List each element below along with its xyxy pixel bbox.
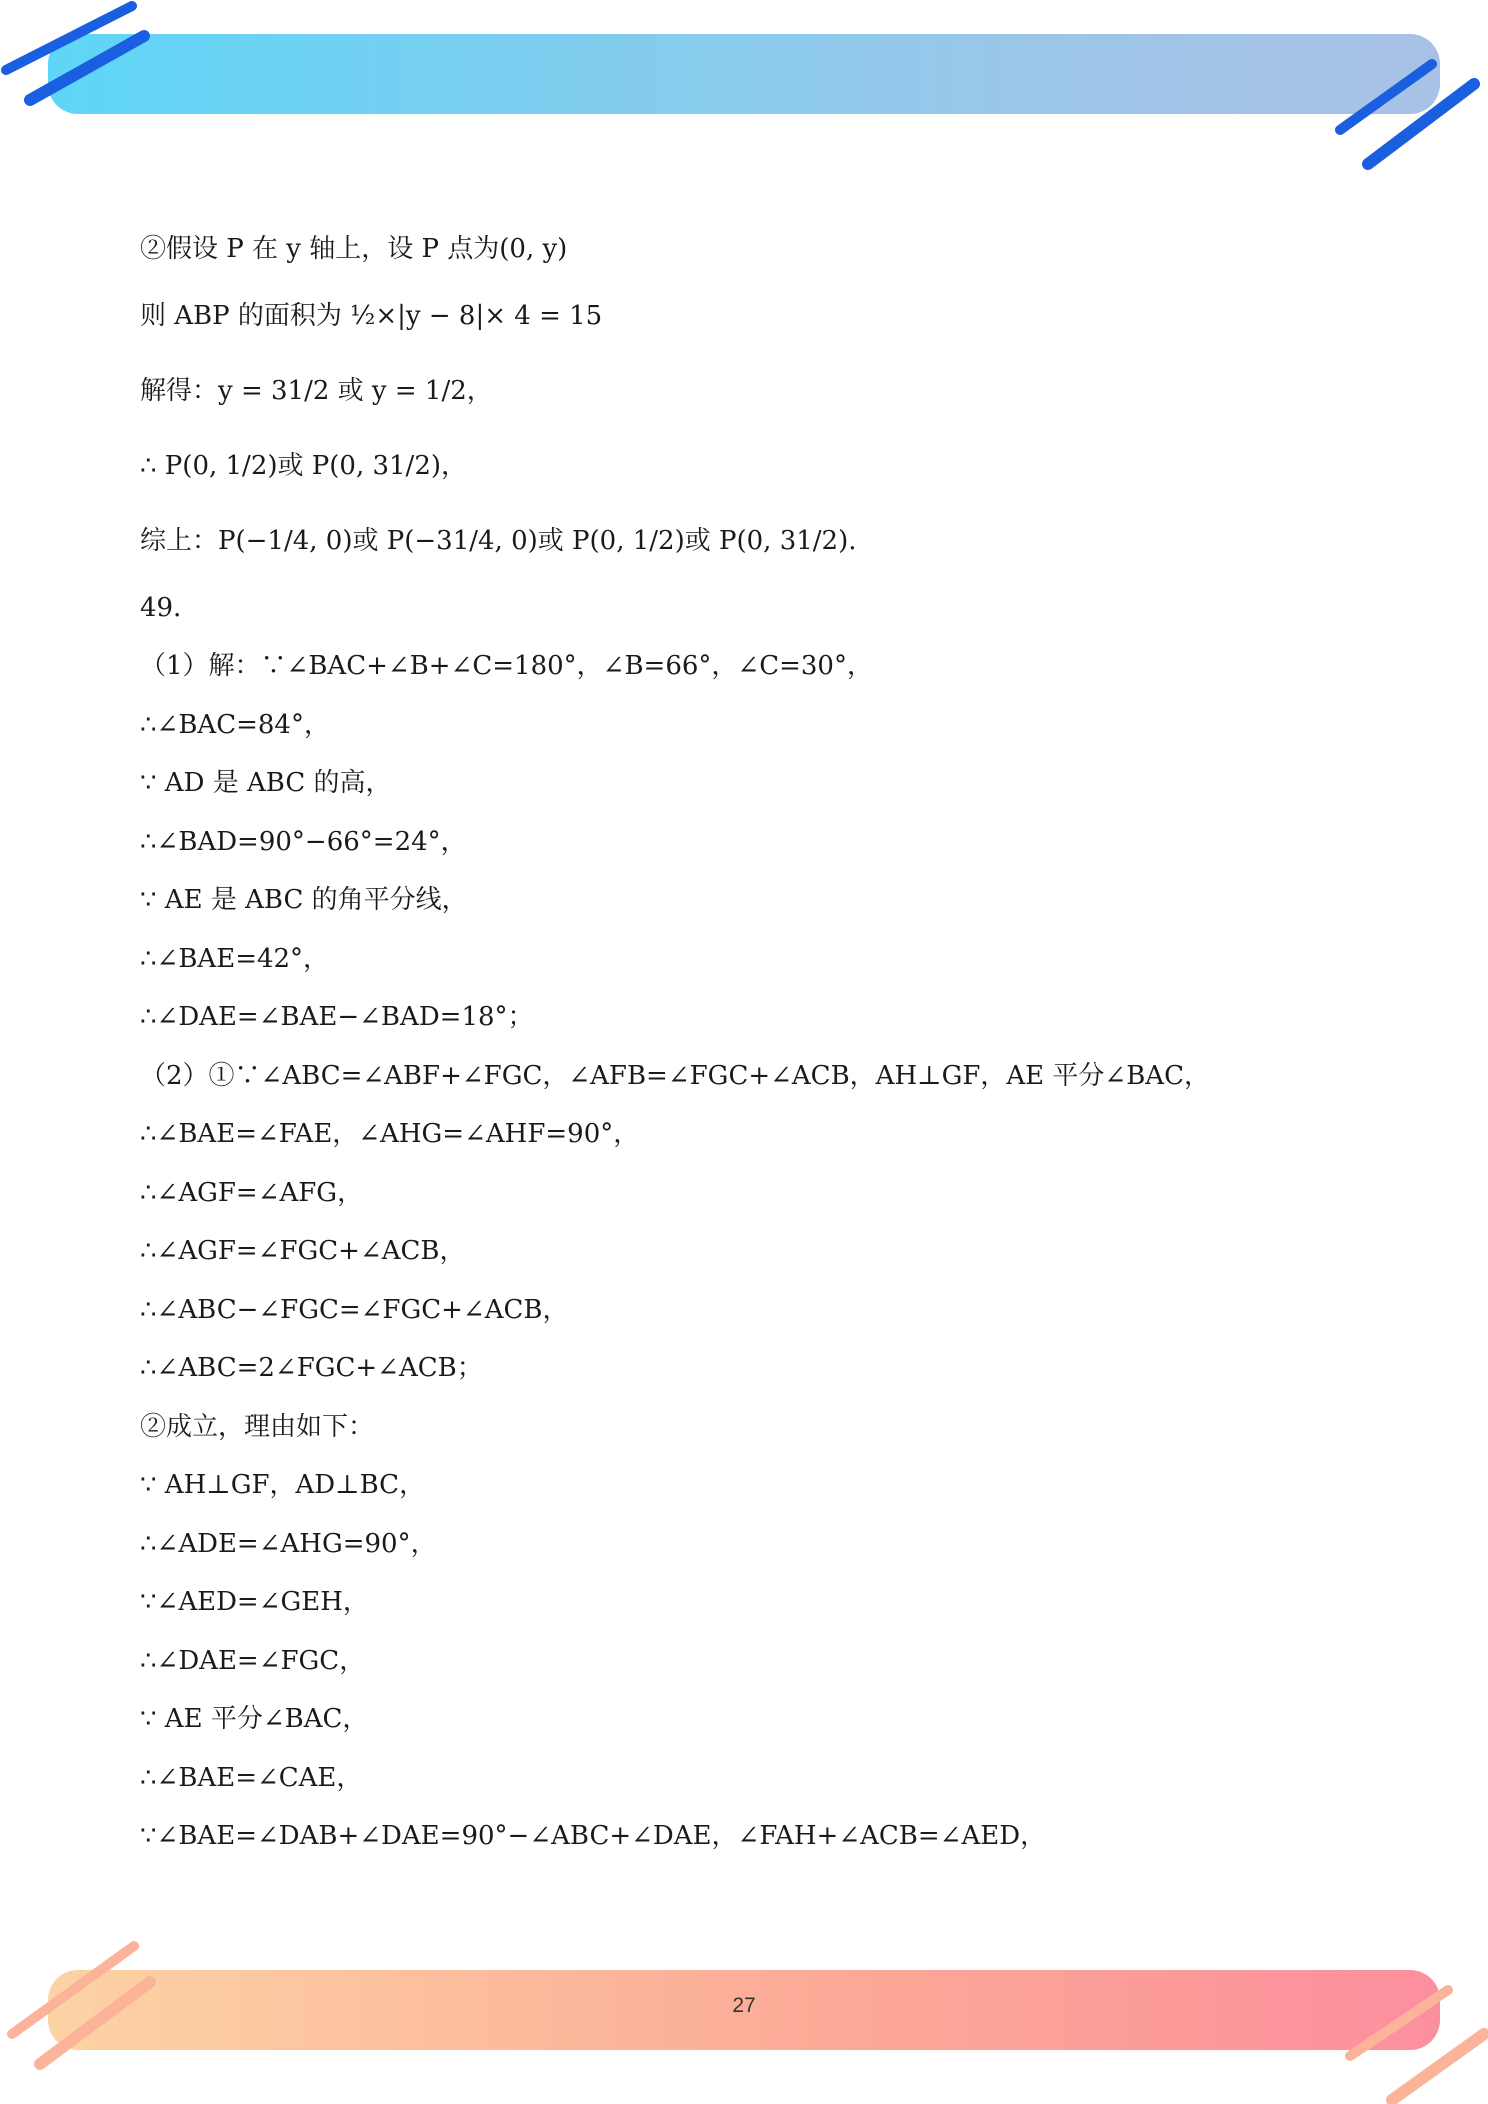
text-line: ∵ AH⊥GF，AD⊥BC，: [140, 1470, 426, 1500]
text-line: ∵ AD 是 ABC 的高，: [140, 768, 392, 798]
text-line: ∴∠ABC−∠FGC=∠FGC+∠ACB，: [140, 1294, 569, 1325]
text-line: ∵∠BAE=∠DAB+∠DAE=90°−∠ABC+∠DAE，∠FAH+∠ACB=∠AED，: [140, 1821, 1047, 1851]
text-line: ∴∠DAE=∠BAE−∠BAD=18°；: [140, 1002, 534, 1032]
text-line: 49．: [140, 592, 200, 623]
text-line: ∵∠AED=∠GEH，: [140, 1587, 369, 1617]
text-line: ∴∠BAD=90°−66°=24°，: [140, 826, 467, 857]
text-line: 解得：y = 31/2 或 y = 1/2，: [140, 375, 493, 406]
text-line: ∴∠AGF=∠FGC+∠ACB，: [140, 1236, 466, 1266]
text-line: ②成立，理由如下：: [140, 1411, 375, 1442]
text-line: ∴ P(0, 1/2)或 P(0, 31/2)，: [140, 450, 468, 481]
text-line: 综上：P(−1/4, 0)或 P(−31/4, 0)或 P(0, 1/2)或 P(0, 31/2).: [140, 525, 857, 556]
text-line: （2）①∵∠ABC=∠ABF+∠FGC，∠AFB=∠FGC+∠ACB，AH⊥GF，AE 平分∠BAC，: [140, 1060, 1210, 1091]
text-line: ②假设 P 在 y 轴上，设 P 点为(0, y): [140, 234, 568, 264]
text-line: 则 ABP 的面积为 ½×|y − 8|× 4 = 15: [140, 300, 603, 331]
text-line: ∵ AE 平分∠BAC，: [140, 1704, 369, 1734]
text-line: ∴∠BAE=42°，: [140, 943, 330, 974]
text-line: （1）解：∵∠BAC+∠B+∠C=180°，∠B=66°，∠C=30°，: [140, 651, 873, 681]
header-stroke-decoration: [0, 0, 1488, 200]
text-line: ∵ AE 是 ABC 的角平分线，: [140, 885, 468, 915]
text-line: ∴∠AGF=∠AFG，: [140, 1177, 364, 1208]
text-line: ∴∠ABC=2∠FGC+∠ACB；: [140, 1353, 483, 1383]
text-line: ∴∠ADE=∠AHG=90°，: [140, 1528, 437, 1559]
text-line: ∴∠BAC=84°，: [140, 709, 330, 740]
solution-text: [140, 220, 1370, 1866]
page-number: 27: [732, 1994, 756, 2017]
text-line: ∴∠BAE=∠CAE，: [140, 1762, 363, 1793]
text-line: ∴∠BAE=∠FAE，∠AHG=∠AHF=90°，: [140, 1119, 640, 1149]
text-line: ∴∠DAE=∠FGC，: [140, 1645, 366, 1676]
